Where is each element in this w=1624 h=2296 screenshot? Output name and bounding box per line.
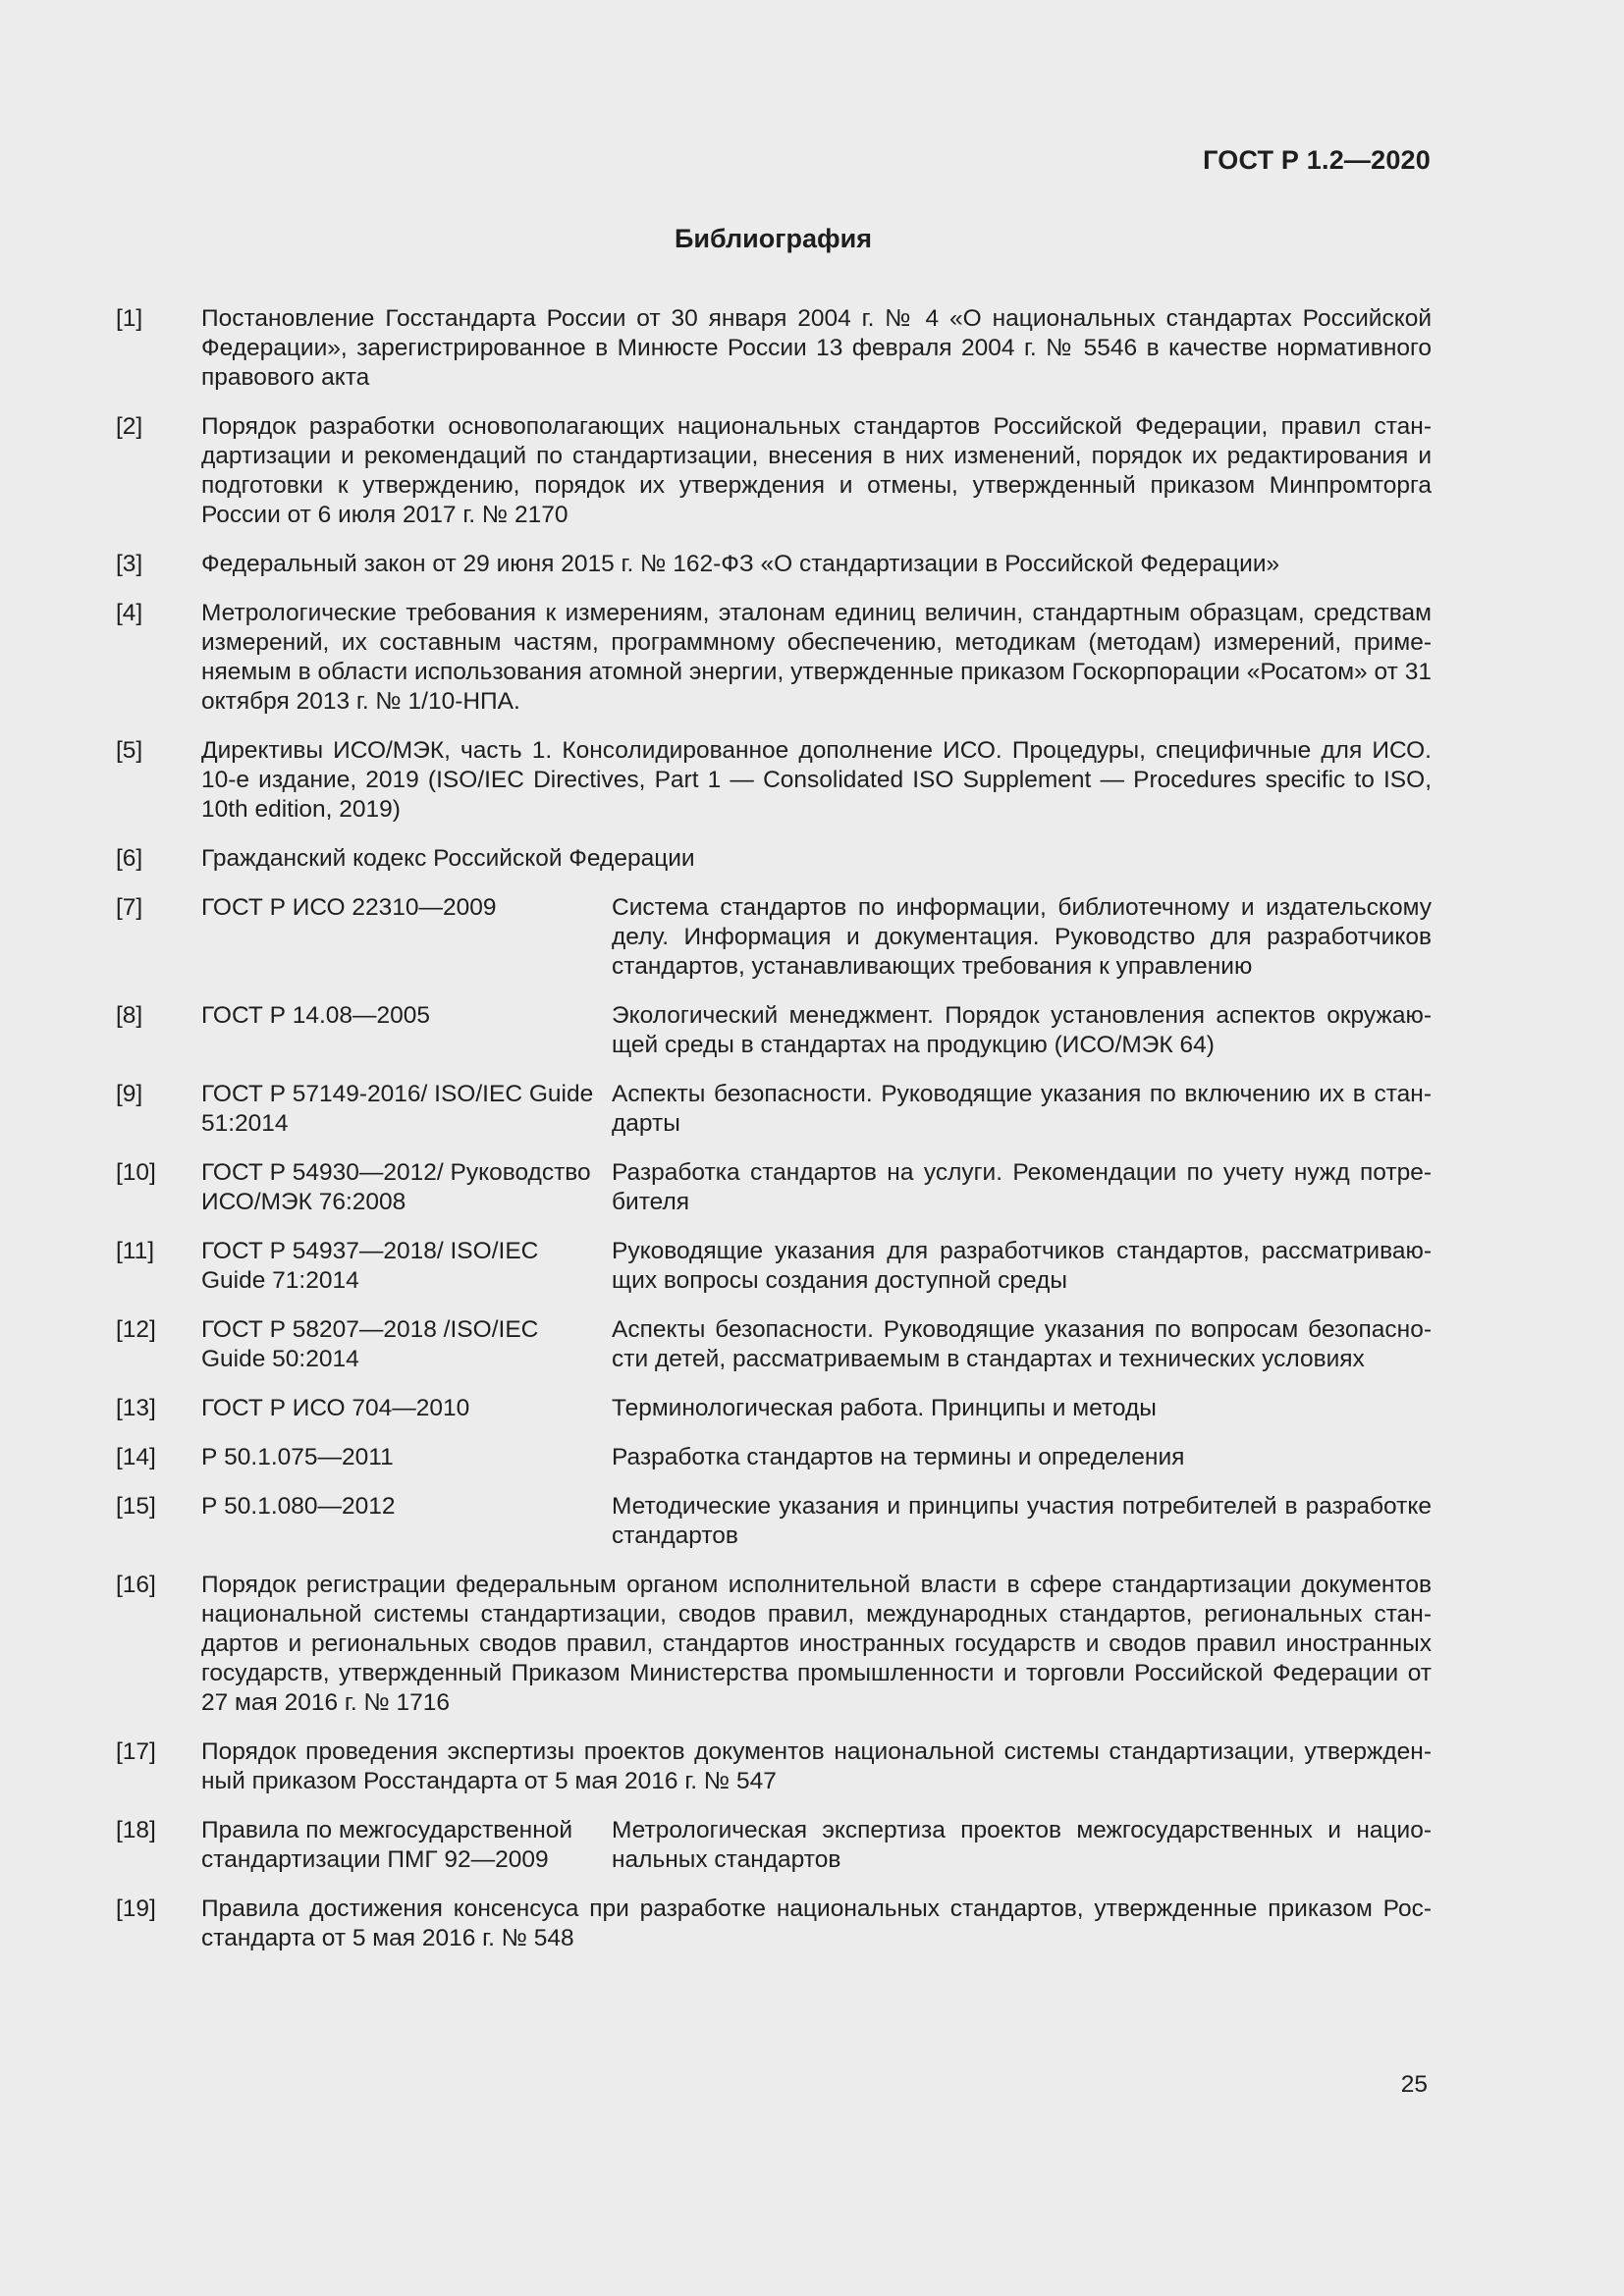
entry-title: Система стандартов по информации, библиотечному и издательскому делу. Информация и документация. Руководство для разработчиков стандартов, устанавливающих требования к управлению — [612, 894, 1432, 980]
bibliography-entry — [116, 736, 1432, 825]
bibliography-entry — [116, 304, 1432, 393]
entry-number: [5] — [116, 737, 143, 764]
entry-title: Разработка стандартов на термины и определения — [612, 1444, 1185, 1470]
entry-standard-code: ГОСТ Р 58207—2018 /ISO/IEC Guide 50:2014 — [201, 1316, 539, 1372]
entry-title: Руководящие указания для разработчиков стандартов, рассматривающих вопросы создания доступной среды — [612, 1238, 1432, 1294]
bibliography-entry — [116, 1895, 1432, 1953]
entry-title: Терминологическая работа. Принципы и методы — [612, 1395, 1157, 1421]
entry-text: Гражданский кодекс Российской Федерации — [201, 845, 695, 872]
entry-text: Федеральный закон от 29 июня 2015 г. № 162-ФЗ «О стандартизации в Российской Федерации» — [201, 551, 1280, 577]
bibliography-entry — [116, 844, 1432, 874]
entry-title: Аспекты безопасности. Руководящие указания по включению их в стандарты — [612, 1081, 1432, 1137]
entry-title: Аспекты безопасности. Руководящие указания по вопросам безопасности детей, рассматриваемым в стандартах и технических условиях — [612, 1316, 1432, 1372]
bibliography-list — [116, 304, 1432, 1953]
entry-number: [15] — [116, 1493, 156, 1520]
entry-number: [17] — [116, 1738, 156, 1765]
entry-text: Правила достижения консенсуса при разработке национальных стандартов, утвержденные приказом Росстандарта от 5 мая 2016 г. № 548 — [201, 1896, 1432, 1951]
bibliography-entry — [116, 599, 1432, 717]
bibliography-entry — [116, 1571, 1432, 1718]
entry-number: [6] — [116, 845, 143, 872]
entry-number: [16] — [116, 1572, 156, 1598]
bibliography-entry — [116, 1001, 1432, 1060]
bibliography-entry — [116, 1158, 1432, 1217]
bibliography-entry — [116, 1443, 1432, 1472]
entry-number: [11] — [116, 1238, 155, 1264]
entry-number: [10] — [116, 1159, 156, 1186]
entry-title: Метрологическая экспертиза проектов межгосударственных и национальных стандартов — [612, 1817, 1432, 1873]
entry-standard-code: Р 50.1.080—2012 — [201, 1493, 396, 1520]
entry-text: Порядок регистрации федеральным органом исполнительной власти в сфере стандартизации документов национальной системы стандартизации, сводов правил, международных стандартов, региональных стандартов и региональных сводов правил, стандартов иностранных государств и сводов правил иностранных государств, утвержденный Приказом Министерства промышленности и торговли Российской Федерации от 27 мая 2016 г. № 1716 — [201, 1572, 1432, 1716]
entry-standard-code: ГОСТ Р 14.08—2005 — [201, 1002, 431, 1029]
entry-text: Порядок проведения экспертизы проектов документов национальной системы стандартизации, утвержденный приказом Росстандарта от 5 мая 2016 г. № 547 — [201, 1738, 1432, 1794]
entry-number: [1] — [116, 305, 143, 332]
bibliography-entry — [116, 550, 1432, 579]
entry-number: [14] — [116, 1444, 156, 1470]
entry-text: Директивы ИСО/МЭК, часть 1. Консолидированное дополнение ИСО. Процедуры, специфичные для ИСО. 10-е издание, 2019 (ISO/IEC Directives, Part 1 — Consolidated ISO Supplement — Procedures specific to ISO, 10th edition, 2019) — [201, 737, 1432, 823]
entry-number: [12] — [116, 1316, 156, 1343]
entry-text: Постановление Госстандарта России от 30 января 2004 г. № 4 «О национальных стандартах Российской Федерации», зарегистрированное в Минюсте России 13 февраля 2004 г. № 5546 в качестве нормативного правового акта — [201, 305, 1432, 391]
entry-text: Порядок разработки основополагающих национальных стандартов Российской Федерации, правил стандартизации и рекомендаций по стандартизации, внесения в них изменений, порядок их редактирования и подготовки к утверждению, порядок их утверждения и отмены, утвержденный приказом Минпромторга России от 6 июля 2017 г. № 2170 — [201, 413, 1432, 528]
entry-number: [3] — [116, 551, 143, 577]
entry-number: [9] — [116, 1081, 143, 1107]
entry-standard-code: ГОСТ Р ИСО 704—2010 — [201, 1395, 470, 1421]
entry-title: Экологический менеджмент. Порядок установления аспектов окружающей среды в стандартах на продукцию (ИСО/МЭК 64) — [612, 1002, 1432, 1058]
bibliography-entry — [116, 1080, 1432, 1139]
bibliography-entry — [116, 1737, 1432, 1796]
entry-standard-code: Правила по межгосударственной стандартизации ПМГ 92—2009 — [201, 1817, 573, 1873]
entry-number: [13] — [116, 1395, 156, 1421]
entry-standard-code: ГОСТ Р 54930—2012/ Руководство ИСО/МЭК 76:2008 — [201, 1159, 591, 1215]
bibliography-entry — [116, 1237, 1432, 1296]
entry-standard-code: ГОСТ Р 54937—2018/ ISO/IEC Guide 71:2014 — [201, 1238, 539, 1294]
section-title: Библиография — [675, 224, 872, 253]
bibliography-entry — [116, 1315, 1432, 1374]
bibliography-entry — [116, 1816, 1432, 1875]
entry-title: Методические указания и принципы участия потребителей в разработке стандартов — [612, 1493, 1432, 1549]
entry-standard-code: ГОСТ Р ИСО 22310—2009 — [201, 894, 497, 921]
bibliography-entry — [116, 412, 1432, 530]
entry-number: [19] — [116, 1896, 156, 1922]
page-number: 25 — [1400, 2071, 1428, 2098]
entry-number: [2] — [116, 413, 143, 440]
document-code: ГОСТ Р 1.2—2020 — [1203, 145, 1431, 175]
entry-number: [7] — [116, 894, 143, 921]
entry-title: Разработка стандартов на услуги. Рекомендации по учету нужд потребителя — [612, 1159, 1432, 1215]
bibliography-entry — [116, 1394, 1432, 1423]
entry-standard-code: ГОСТ Р 57149-2016/ ISO/IEC Guide 51:2014 — [201, 1081, 594, 1137]
entry-text: Метрологические требования к измерениям, эталонам единиц величин, стандартным образцам, средствам измерений, их составным частям, программному обеспечению, методикам (методам) измерений, применяемым в области использования атомной энергии, утвержденные приказом Госкорпорации «Росатом» от 31 октября 2013 г. № 1/10-НПА. — [201, 600, 1432, 715]
bibliography-entry — [116, 1492, 1432, 1551]
entry-number: [8] — [116, 1002, 143, 1029]
entry-number: [18] — [116, 1817, 156, 1843]
bibliography-entry — [116, 893, 1432, 982]
entry-number: [4] — [116, 600, 143, 626]
entry-standard-code: Р 50.1.075—2011 — [201, 1444, 394, 1470]
